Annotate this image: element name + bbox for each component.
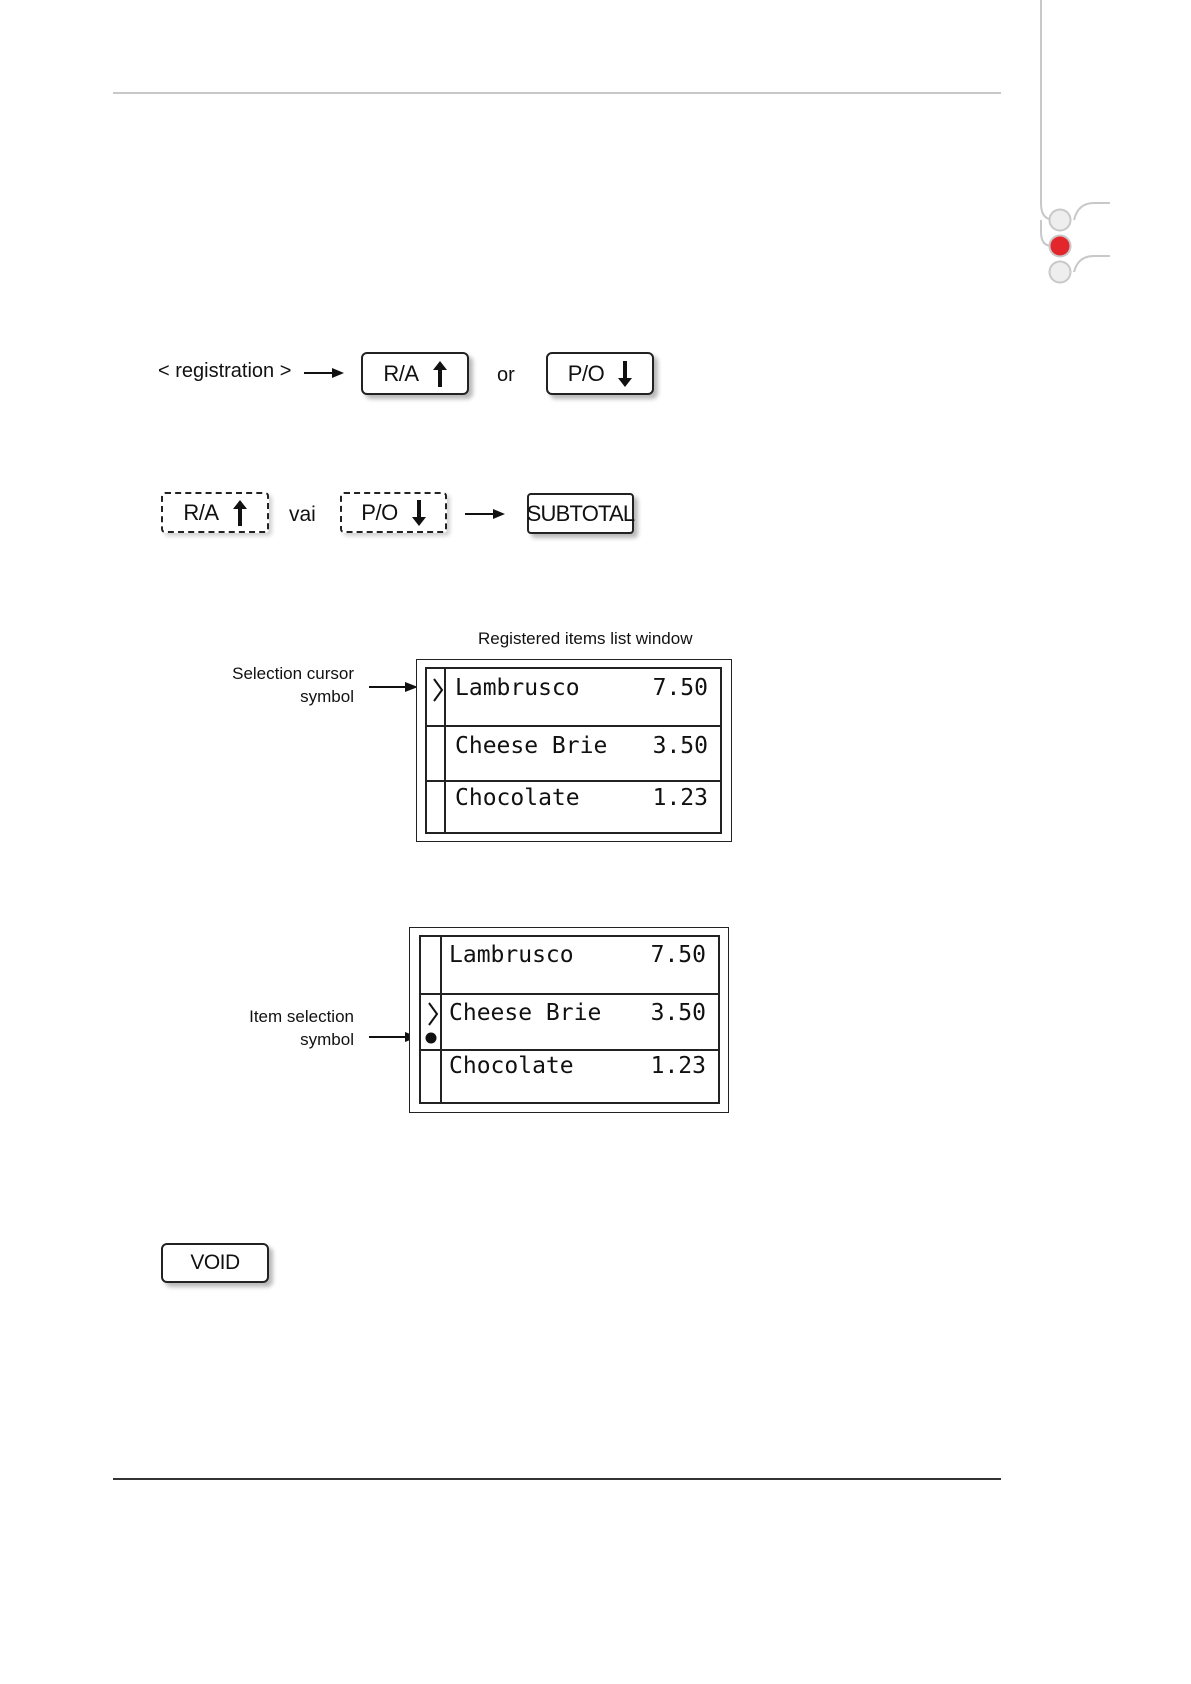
step-dot-1-icon (1050, 210, 1071, 231)
arrow-down-icon (412, 500, 426, 526)
arrow-down-icon (618, 361, 632, 387)
arrow-up-icon (233, 500, 247, 526)
item-name: Chocolate (455, 785, 580, 811)
item-price: 1.23 (650, 1053, 706, 1079)
ra-key-label: R/A (383, 360, 419, 386)
step-dot-3-icon (1050, 262, 1071, 283)
arrow-right-icon (369, 680, 419, 694)
subtotal-key[interactable] (527, 493, 634, 534)
po-down-key-dashed[interactable] (340, 492, 447, 533)
items-list (419, 935, 720, 1104)
items-list-window-selected (409, 927, 729, 1113)
ra-up-key[interactable] (361, 352, 469, 395)
window-title: Registered items list window (478, 629, 693, 648)
void-key-label: VOID (190, 1251, 240, 1274)
top-rule (113, 92, 1001, 94)
item-price: 1.23 (652, 785, 708, 811)
ra-key-label: R/A (183, 499, 219, 525)
item-price: 7.50 (650, 942, 706, 968)
item-name: Lambrusco (449, 942, 574, 968)
cursor-caption: Selection cursor symbol (232, 664, 354, 706)
side-indicator (1030, 0, 1191, 300)
list-item[interactable] (427, 780, 720, 832)
list-item[interactable] (421, 1049, 718, 1102)
vai-word: vai (289, 503, 316, 526)
po-down-key[interactable] (546, 352, 654, 395)
bottom-rule (113, 1478, 1001, 1480)
void-key[interactable] (161, 1243, 269, 1283)
item-name: Chocolate (449, 1053, 574, 1079)
list-item[interactable] (421, 937, 718, 993)
items-list-window (416, 659, 732, 842)
list-item[interactable] (427, 725, 720, 780)
items-list (425, 667, 722, 834)
selection-caption: Item selection symbol (249, 1007, 354, 1049)
list-item[interactable] (427, 669, 720, 725)
item-name: Cheese Brie (455, 733, 608, 759)
subtotal-key-label: SUBTOTAL (526, 500, 635, 526)
item-selection-dot-icon (424, 1031, 438, 1045)
po-key-label: P/O (567, 360, 605, 386)
arrow-right-icon (304, 366, 344, 380)
item-price: 3.50 (650, 1000, 706, 1026)
arrow-up-icon (433, 361, 447, 387)
step-dot-active-icon (1050, 236, 1071, 257)
registration-label: < registration > (158, 360, 292, 382)
item-price: 7.50 (652, 675, 708, 701)
item-name: Cheese Brie (449, 1000, 602, 1026)
selection-cursor-icon (432, 677, 444, 703)
item-price: 3.50 (652, 733, 708, 759)
or-word: or (497, 364, 515, 386)
item-name: Lambrusco (455, 675, 580, 701)
ra-up-key-dashed[interactable] (161, 492, 269, 533)
arrow-right-icon (465, 507, 505, 521)
selection-cursor-icon (427, 1001, 439, 1027)
po-key-label: P/O (361, 499, 398, 525)
list-item-selected[interactable] (421, 993, 718, 1049)
